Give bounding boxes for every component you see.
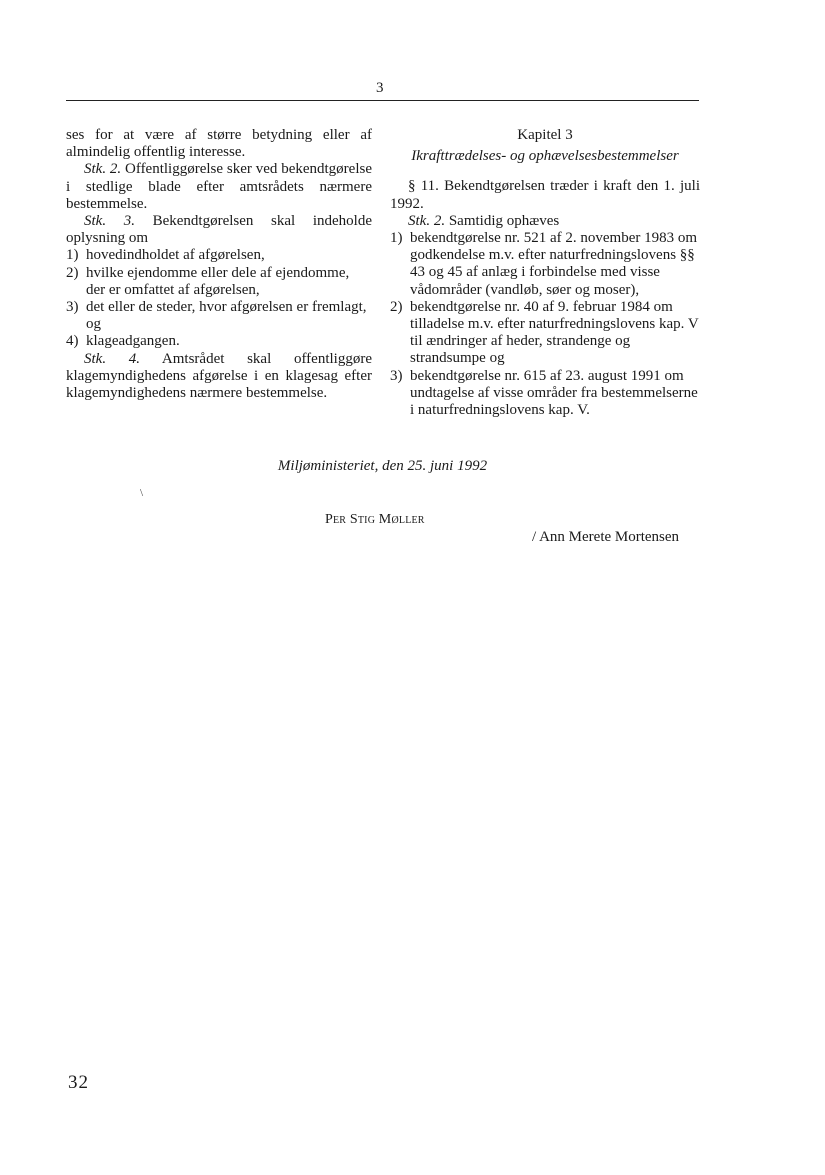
list-item-number: 2) xyxy=(390,298,403,315)
stk2-text: Samtidig ophæves xyxy=(445,212,560,229)
page-number: 3 xyxy=(376,80,384,96)
stk4-label: Stk. 4. xyxy=(84,350,141,367)
left-column xyxy=(66,127,372,402)
list-item-number: 1) xyxy=(66,247,79,264)
list-item xyxy=(390,230,700,299)
list-item xyxy=(66,265,372,299)
chapter-title: Kapitel 3 xyxy=(517,127,573,143)
list-item xyxy=(66,333,372,350)
list-item-number: 4) xyxy=(66,333,79,350)
list-item-text: bekendtgørelse nr. 615 af 23. august 1991 om undtagelse af visse områder fra bestemmelserne i naturfredningslovens kap. V. xyxy=(410,367,698,419)
left-stk3-paragraph xyxy=(66,213,372,247)
date-line: Miljøministeriet, den 25. juni 1992 xyxy=(277,458,488,474)
right-column xyxy=(390,127,700,419)
list-item xyxy=(66,247,372,264)
left-list xyxy=(66,247,372,350)
stk2-label: Stk. 2. xyxy=(84,161,122,178)
list-item-text: hvilke ejendomme eller dele af ejendomme, der er omfattet af afgørelsen, xyxy=(86,264,350,298)
stk3-label: Stk. 3. xyxy=(84,213,135,230)
list-item-text: det eller de steder, hvor afgørelsen er fremlagt, og xyxy=(86,299,367,333)
chapter-subtitle: Ikrafttrædelses- og ophævelsesbestemmelser xyxy=(411,148,679,165)
left-stk4-paragraph xyxy=(66,351,372,403)
list-item-text: hovedindholdet af afgørelsen, xyxy=(86,247,265,264)
stk4-text: Amtsrådet skal offentliggøre klagemyndighedens afgørelse i en klagesag efter klagemyndighedens nærmere bestemmelse. xyxy=(66,350,372,402)
right-list xyxy=(390,230,700,419)
stk3-text: Bekendtgørelsen skal indeholde oplysning om xyxy=(66,213,372,247)
list-item-number: 3) xyxy=(66,299,79,316)
header-rule xyxy=(66,100,699,101)
minister-signature: Per Stig Møller xyxy=(325,512,425,527)
list-item xyxy=(390,299,700,368)
stk2-label: Stk. 2. xyxy=(408,212,446,229)
right-stk2-paragraph xyxy=(390,213,700,230)
left-stk2-paragraph xyxy=(66,161,372,213)
official-signature: / Ann Merete Mortensen xyxy=(532,529,680,545)
list-item-text: klageadgangen. xyxy=(86,333,180,350)
list-item xyxy=(66,299,372,333)
folio-number: 32 xyxy=(68,1072,89,1093)
list-item-text: bekendtgørelse nr. 521 af 2. november 1983 om godkendelse m.v. efter naturfredningslovens §§ 43 og 45 af anlæg i forbindelse med visse vådområder (vandløb, søer og moser), xyxy=(410,230,698,298)
list-item-number: 3) xyxy=(390,367,403,384)
list-item-number: 2) xyxy=(66,264,79,281)
stk2-text: Offentliggørelse sker ved bekendtgørelse i stedlige blade efter amtsrådets nærmere bestemmelse. xyxy=(66,161,372,212)
list-item xyxy=(390,368,700,420)
list-item-number: 1) xyxy=(390,230,403,247)
left-paragraph-1: ses for at være af større betydning eller af almindelig offentlig interesse. xyxy=(66,127,372,161)
stray-mark: \ xyxy=(140,487,144,499)
section-11-paragraph: § 11. Bekendtgørelsen træder i kraft den 1. juli 1992. xyxy=(390,178,700,212)
list-item-text: bekendtgørelse nr. 40 af 9. februar 1984 om tilladelse m.v. efter naturfredningslovens kap. V til ændringer af heder, strandenge og strandsumpe og xyxy=(410,298,699,367)
